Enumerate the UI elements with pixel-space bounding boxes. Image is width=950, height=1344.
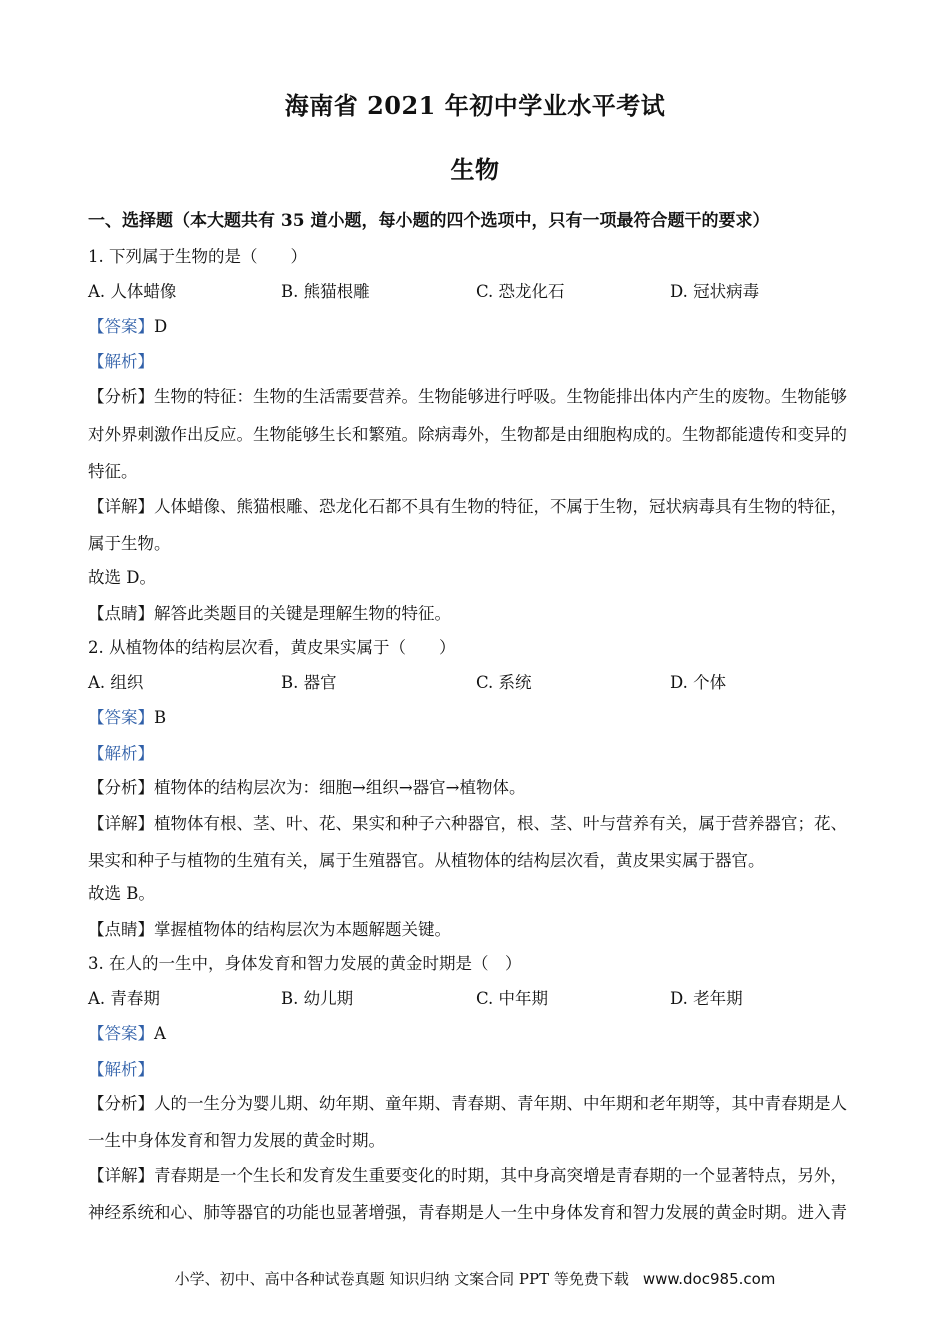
answer-value: D <box>154 317 168 336</box>
fenxi-tag: 【分析】 <box>88 778 154 797</box>
q3-answer <box>88 1020 868 1044</box>
q1-option-c: C. 恐龙化石 <box>476 282 565 301</box>
xiangjie-tag: 【详解】 <box>88 1166 154 1185</box>
exam-title: 海南省 2021 年初中学业水平考试 <box>284 91 666 120</box>
xiangjie-tag: 【详解】 <box>88 497 154 516</box>
footer-url[interactable]: www.doc985.com <box>642 1270 776 1288</box>
q3-option-b: B. 幼儿期 <box>281 989 354 1008</box>
fenxi-text: 人的一生分为婴儿期、幼年期、童年期、青春期、青年期、中年期和老年期等，其中青春期是人 <box>154 1094 847 1113</box>
fenxi-text: 植物体的结构层次为：细胞→组织→器官→植物体。 <box>154 778 526 797</box>
dianjing-tag: 【点睛】 <box>88 604 154 623</box>
q1-fenxi-line-1 <box>88 383 868 407</box>
q3-option-a: A. 青春期 <box>88 989 160 1008</box>
fenxi-text: 生物的特征：生物的生活需要营养。生物能够进行呼吸。生物能排出体内产生的废物。生物能够 <box>154 387 847 406</box>
q1-analysis-tag: 【解析】 <box>88 352 154 371</box>
question-3-stem: 3. 在人的一生中，身体发育和智力发展的黄金时期是（ ） <box>88 954 522 973</box>
dianjing-text: 掌握植物体的结构层次为本题解题关键。 <box>154 920 451 939</box>
subject-title: 生物 <box>450 155 500 184</box>
q2-option-c: C. 系统 <box>476 673 532 692</box>
q1-option-a: A. 人体蜡像 <box>88 282 177 301</box>
answer-tag: 【答案】 <box>88 317 154 336</box>
q1-dianjing <box>88 600 868 624</box>
xiangjie-tag: 【详解】 <box>88 814 154 833</box>
q3-option-d: D. 老年期 <box>670 989 743 1008</box>
q1-xiangjie-line-2: 属于生物。 <box>88 534 171 553</box>
q1-fenxi-line-2: 对外界刺激作出反应。生物能够生长和繁殖。除病毒外，生物都是由细胞构成的。生物都能遗传和变异的 <box>88 425 847 444</box>
q2-fenxi-line-1 <box>88 774 868 798</box>
section-heading: 一、选择题（本大题共有 35 道小题，每小题的四个选项中，只有一项最符合题干的要求） <box>88 211 770 231</box>
xiangjie-text: 植物体有根、茎、叶、花、果实和种子六种器官，根、茎、叶与营养有关，属于营养器官；花、 <box>154 814 847 833</box>
xiangjie-text: 人体蜡像、熊猫根雕、恐龙化石都不具有生物的特征，不属于生物，冠状病毒具有生物的特征， <box>154 497 847 516</box>
q1-fenxi-line-3: 特征。 <box>88 462 138 481</box>
fenxi-tag: 【分析】 <box>88 1094 154 1113</box>
q3-analysis-tag: 【解析】 <box>88 1060 154 1079</box>
q3-xiangjie-line-2: 神经系统和心、肺等器官的功能也显著增强，青春期是人一生中身体发育和智力发展的黄金时期。进入青 <box>88 1203 847 1222</box>
q3-fenxi-line-2: 一生中身体发育和智力发展的黄金时期。 <box>88 1131 385 1150</box>
question-1-stem: 1. 下列属于生物的是（ ） <box>88 247 307 266</box>
q2-dianjing <box>88 916 868 940</box>
q2-answer <box>88 704 868 728</box>
q1-option-b: B. 熊猫根雕 <box>281 282 370 301</box>
q3-option-c: C. 中年期 <box>476 989 549 1008</box>
footer-text: 小学、初中、高中各种试卷真题 知识归纳 文案合同 PPT 等免费下载 <box>174 1270 629 1288</box>
q2-choice: 故选 B。 <box>88 884 155 903</box>
answer-value: A <box>154 1024 166 1043</box>
dianjing-text: 解答此类题目的关键是理解生物的特征。 <box>154 604 451 623</box>
q2-xiangjie-line-1 <box>88 810 868 834</box>
q2-xiangjie-line-2: 果实和种子与植物的生殖有关，属于生殖器官。从植物体的结构层次看，黄皮果实属于器官。 <box>88 851 765 870</box>
dianjing-tag: 【点睛】 <box>88 920 154 939</box>
q1-choice: 故选 D。 <box>88 568 156 587</box>
q3-xiangjie-line-1 <box>88 1162 868 1186</box>
q3-fenxi-line-1 <box>88 1090 868 1114</box>
q2-option-b: B. 器官 <box>281 673 337 692</box>
fenxi-tag: 【分析】 <box>88 387 154 406</box>
q1-option-d: D. 冠状病毒 <box>670 282 760 301</box>
page-footer <box>0 1268 950 1289</box>
q1-xiangjie-line-1 <box>88 493 868 517</box>
answer-value: B <box>154 708 167 727</box>
q1-answer <box>88 313 868 337</box>
q2-analysis-tag: 【解析】 <box>88 744 154 763</box>
question-2-stem: 2. 从植物体的结构层次看，黄皮果实属于（ ） <box>88 638 456 657</box>
q2-option-d: D. 个体 <box>670 673 727 692</box>
answer-tag: 【答案】 <box>88 708 154 727</box>
xiangjie-text: 青春期是一个生长和发育发生重要变化的时期，其中身高突增是青春期的一个显著特点，另外， <box>154 1166 847 1185</box>
answer-tag: 【答案】 <box>88 1024 154 1043</box>
q2-option-a: A. 组织 <box>88 673 144 692</box>
